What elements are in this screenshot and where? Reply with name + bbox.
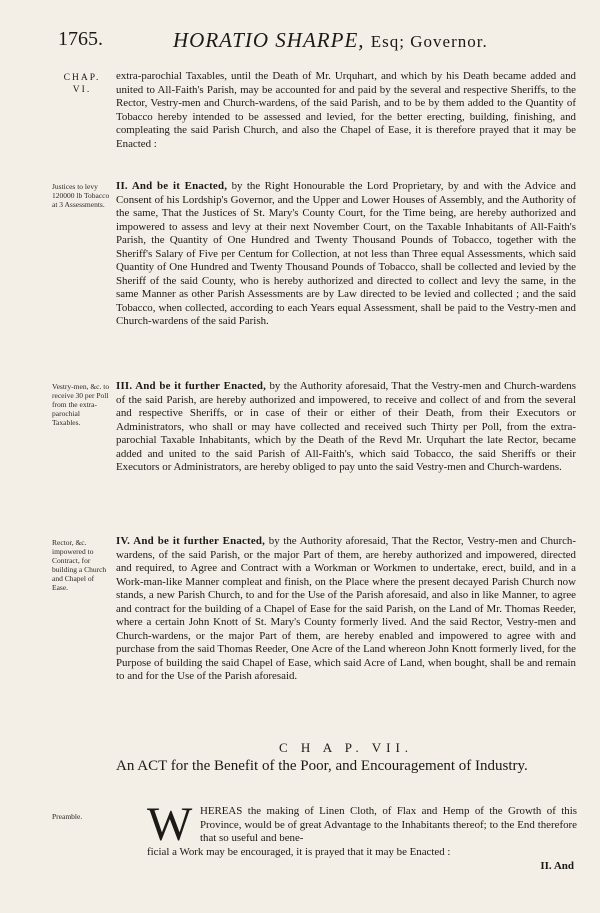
paragraph-3-lead: III. And be it further Enacted, [116, 380, 267, 392]
margin-note-rector: Rector, &c. impowered to Contract, for building a Church and Chapel of Ease. [52, 538, 107, 592]
paragraph-4-lead: IV. And be it further Enacted, [116, 535, 266, 547]
paragraph-3 [116, 380, 576, 475]
paragraph-3-text: by the Authority aforesaid, That the Vestry-men and Church-wardens of the said Parish, are hereby authorized and impowered, to receive and collect of and from the several and respective Sheriffs, or in case of their or either of their Death, from their Executors or Administrators, who shall or may have collected and received such Thirty per Poll, from the extra-parochial Taxable Inhabitants, which by the Death of the Revd Mr. Urquhart the late Rector, became added and united to the said Parish of All-Faith's, which said Tobacco, the said Sheriffs or their Executors or Administrators, are hereby obliged to pay unto the said Vestry-men and Church-wardens. [116, 380, 576, 473]
page-year: 1765. [58, 28, 103, 50]
chapter-7-act-title: An ACT for the Benefit of the Poor, and Encouragement of Industry. [116, 758, 528, 774]
governor-name: HORATIO SHARPE, [173, 28, 365, 52]
margin-note-justices: Justices to levy 120000 lb Tobacco at 3 Assessments. [52, 182, 110, 209]
preamble-rest: ficial a Work may be encouraged, it is prayed that it may be Enacted : [147, 846, 451, 858]
paragraph-4-text: by the Authority aforesaid, That the Rector, Vestry-men and Church-wardens, of the said Parish, or the major Part of them, are hereby authorized and impowered, directed and required, to Agree and Contract with a Workman or Workmen to undertake, erect, build, and in a Work-man-like Manner compleat and finish, on the Place where the present decayed Parish Church now stands, a new Parish Church, to and for the Use of the Parish aforesaid, and also in like Manner, to agree and contract for the building of a Chapel of Ease for the said Parish, on the Land of Mr. Thomas Reeder, where a certain John Knott of St. Mary's County formerly lived. And the said Rector, Vestry-men and Church-wardens, or the major Part of them, are hereby enabled and impowered to agree with and purchase from the said Thomas Reeder, One Acre of the Land whereon John Knott formerly lived, for the Purpose of building the said Chapel of Ease, which said Acre of Land, when bought, shall be and remain to and for the Use of the Parish aforesaid. [116, 535, 576, 682]
chapter-tag [62, 72, 102, 96]
margin-note-vestry: Vestry-men, &c. to receive 30 per Poll from the extra-parochial Taxables. [52, 382, 110, 427]
paragraph-1 [116, 70, 576, 151]
running-title [173, 28, 488, 53]
chapter-7-heading: C H A P. VII. [278, 740, 414, 755]
running-header [58, 28, 578, 54]
catchword: II. And [540, 860, 574, 872]
margin-note-preamble: Preamble. [52, 812, 83, 821]
paragraph-2-lead: II. And be it Enacted, [116, 180, 228, 192]
preamble-first: HEREAS the making of Linen Cloth, of Flax and Hemp of the Growth of this Province, would be of great Advantage to the Inhabitants thereof; to the End therefore that so useful and bene- [200, 805, 577, 844]
chapter-tag-number: VI. [72, 85, 92, 95]
paragraph-2-text: by the Right Honourable the Lord Proprietary, by and with the Advice and Consent of his Lordship's Governor, and the Upper and Lower Houses of Assembly, and the Authority of the same, That the Justices of St. Mary's County Court, for the Time being, are hereby authorized and impowered to assess and levy at their next November Court, on the Taxable Inhabitants of All-Faith's Parish, the Quantity of One Hundred and Twenty Thousand Pounds of Tobacco, together with the Sheriff's Salary of Five per Centum for Collection, at not less than Three equal Assessments, which said Quantity of One Hundred and Twenty Thousand Pounds of Tobacco, shall be collected and levied by the Sheriff of the said County, who is hereby authorized and directed to collect and levy the same, in the same Manner as other Parish Assessments are by Law directed to be levied and collected ; and the said Tobacco, when collected, according to each Years equal Assessment, shall be paid to the Vestry-men and Church-wardens of the said Parish. [116, 180, 577, 327]
paragraph-1-text: extra-parochial Taxables, until the Death of Mr. Urquhart, and which by his Death became added and united to All-Faith's Parish, may be accounted for and paid by the several and respective Sheriffs, to the Rector, Vestry-men and Church-wardens, of the said Parish, and to be by them added to the Quantity of Tobacco hereby intended to be assessed and levied, for the better erecting, building, finishing, and compleating the said Parish Church, and also the Chapel of Ease, it is therefore prayed that it may be Enacted : [116, 70, 576, 150]
drop-capital: W [147, 798, 193, 851]
paragraph-4 [116, 535, 576, 684]
paragraph-2 [116, 180, 576, 329]
chapter-tag-label: CHAP. [63, 73, 101, 83]
governor-title: Esq; Governor. [370, 32, 488, 51]
